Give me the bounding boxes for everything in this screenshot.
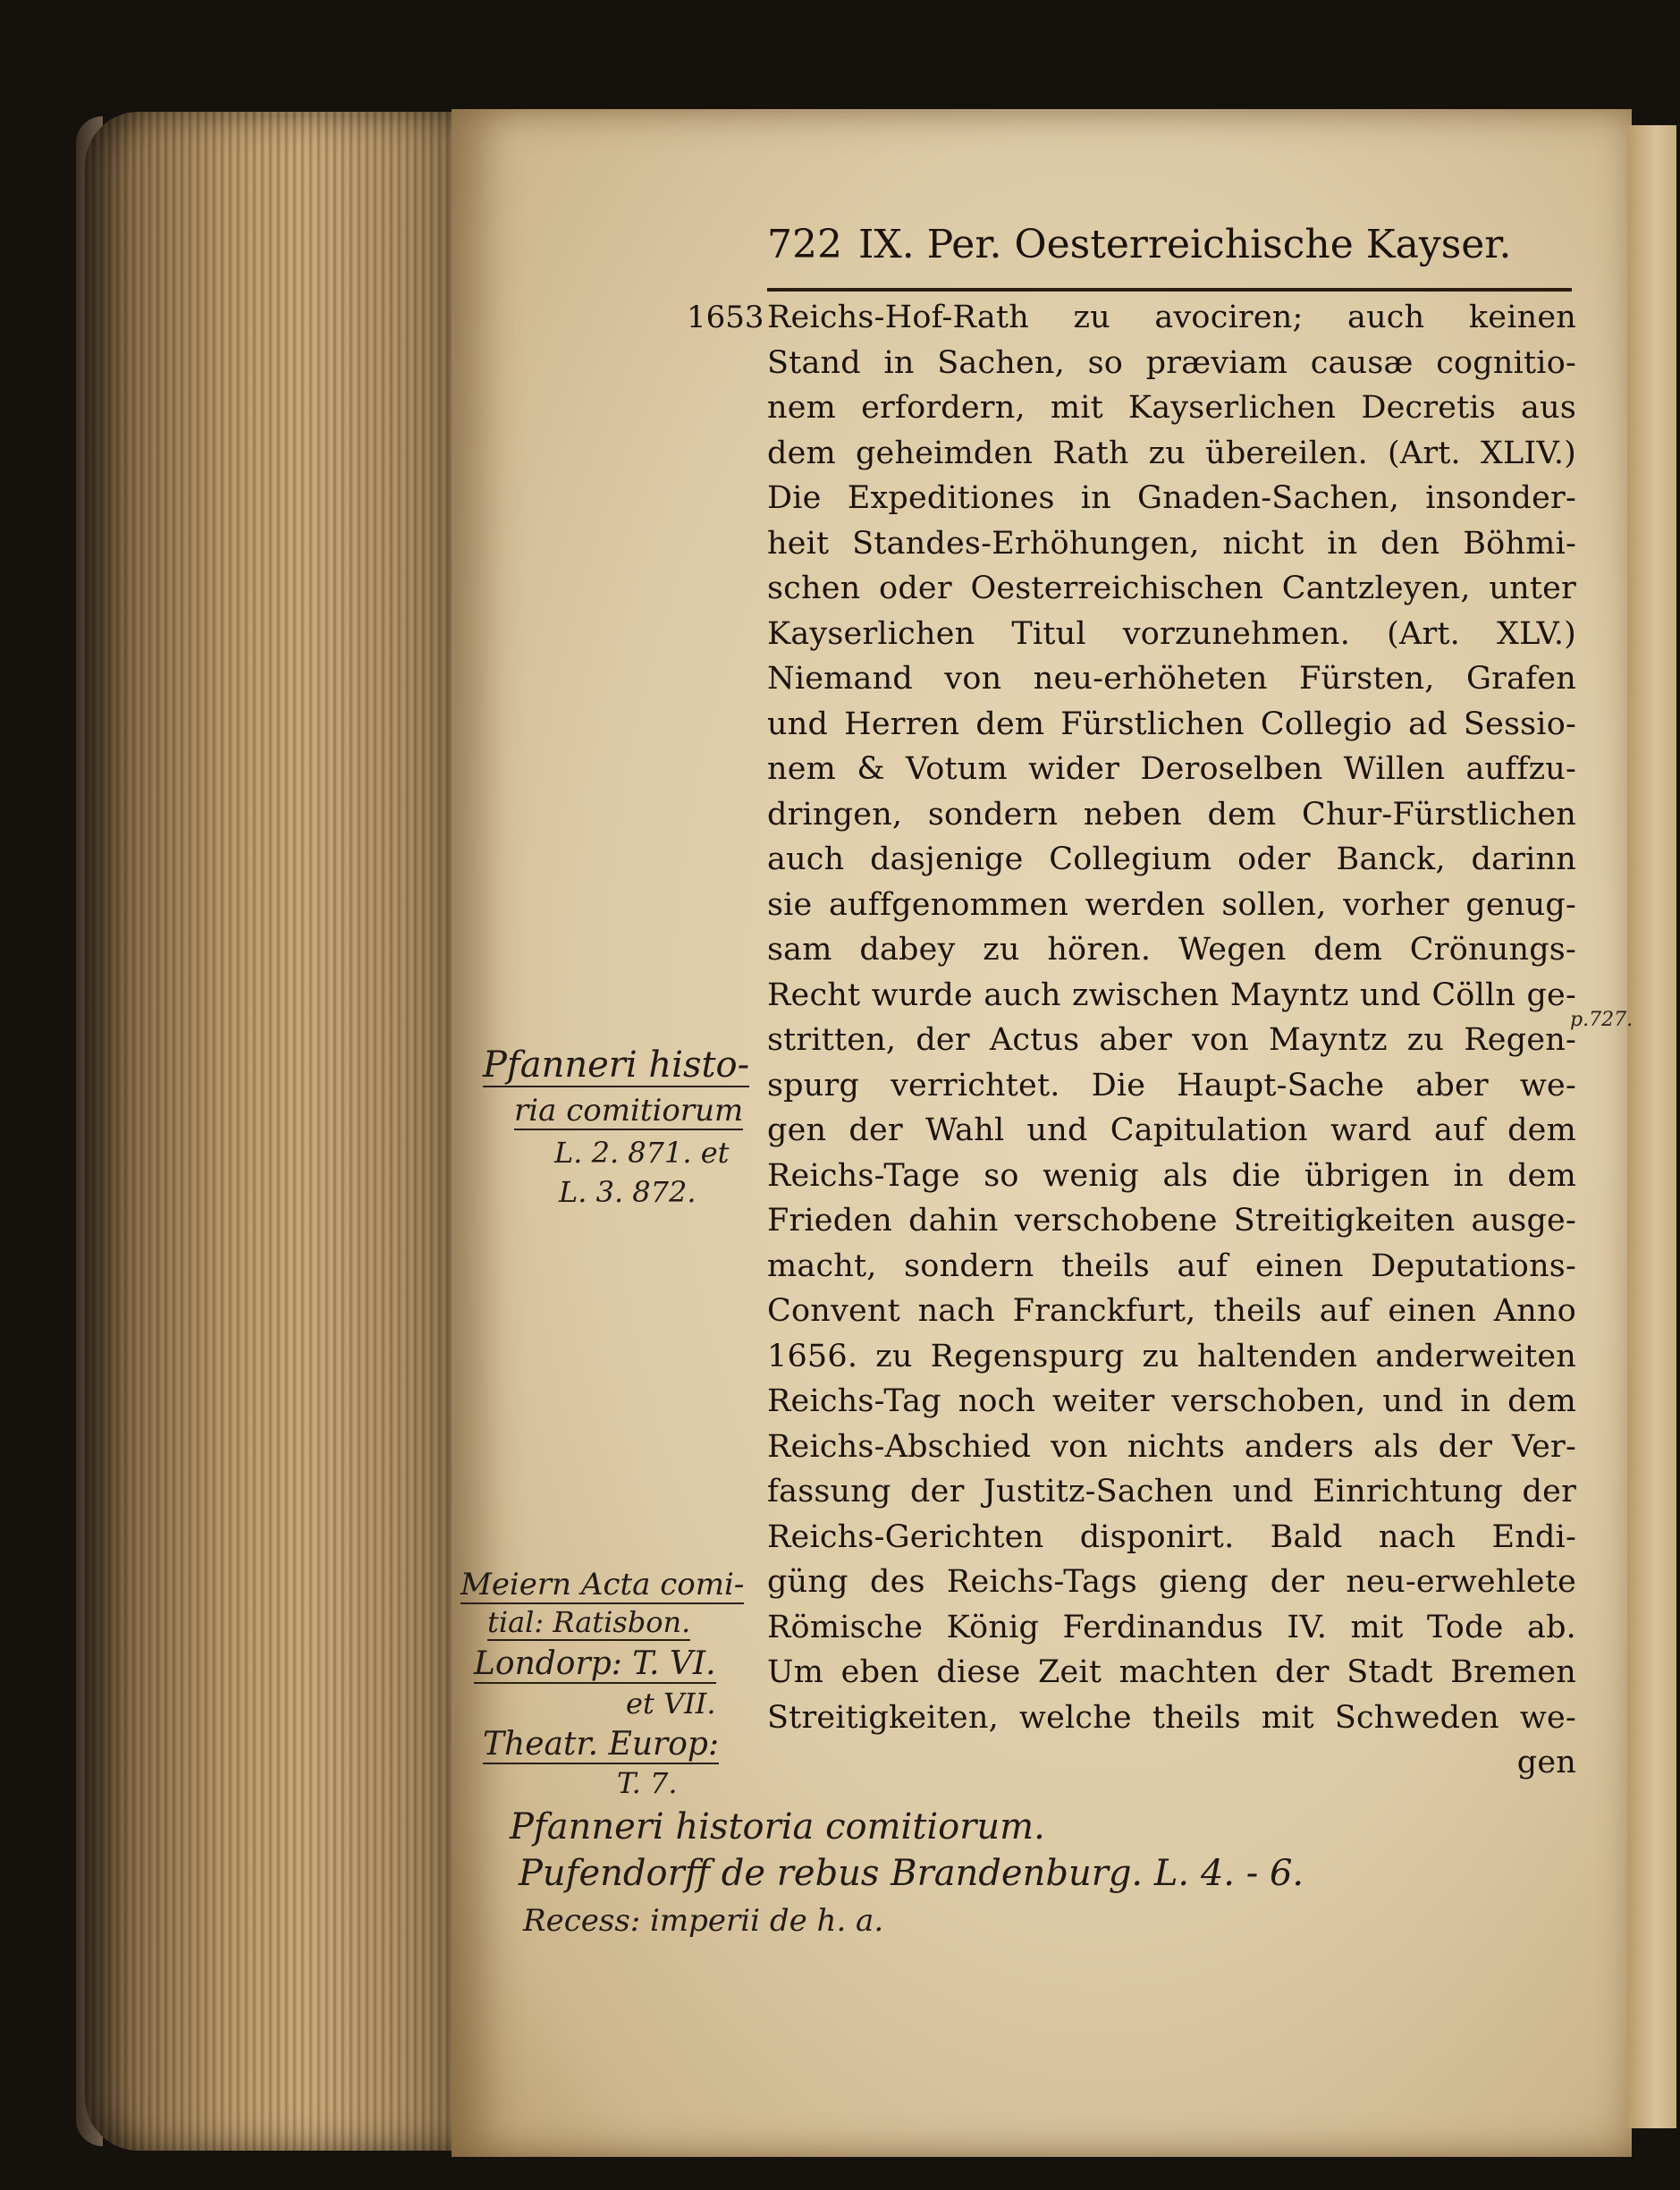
handwritten-note: Pfanneri histo-: [483, 1044, 750, 1086]
text-line: güng des Reichs-Tags gieng der neu-erwehlete: [767, 1564, 1576, 1600]
text-line: Um eben diese Zeit machten der Stadt Bremen: [767, 1654, 1576, 1690]
text-line: Reichs-Gerichten disponirt. Bald nach Endi-: [767, 1518, 1576, 1555]
text-line: nem erfordern, mit Kayserlichen Decretis aus: [767, 390, 1576, 426]
text-line: sam dabey zu hören. Wegen dem Crönungs-: [767, 932, 1576, 968]
running-head: [767, 222, 1572, 284]
right-margin-note: p.727.: [1570, 1009, 1634, 1031]
handwritten-note: et VII.: [626, 1687, 716, 1721]
page-stack-fore-edge: [85, 112, 460, 2151]
text-line: stritten, der Actus aber von Mayntz zu Regen-: [767, 1022, 1576, 1058]
running-head-title: IX. Per. Oesterreichische Kayser.: [857, 222, 1512, 267]
text-line: nem & Votum wider Deroselben Willen auffzu-: [767, 751, 1576, 787]
text-line: und Herren dem Fürstlichen Collegio ad Sessio-: [767, 706, 1576, 742]
handwritten-note: Pufendorff de rebus Brandenburg. L. 4. - 6.: [519, 1853, 1304, 1894]
handwritten-note: L. 3. 872.: [559, 1175, 696, 1209]
handwritten-note: Theatr. Europ:: [483, 1726, 720, 1763]
text-line: 1656. zu Regenspurg zu haltenden anderweiten: [767, 1338, 1576, 1374]
text-line: Reichs-Tage so wenig als die übrigen in dem: [767, 1157, 1576, 1194]
text-line: Frieden dahin verschobene Streitigkeiten ausge-: [767, 1203, 1576, 1239]
page-number: 722: [767, 222, 842, 267]
text-line: Die Expeditiones in Gnaden-Sachen, insonder-: [767, 480, 1576, 516]
year-marker: 1653: [687, 300, 764, 335]
handwritten-note: Pfanneri historia comitiorum.: [510, 1806, 1045, 1848]
text-line: gen: [1516, 1745, 1576, 1780]
facing-page-edge: [1627, 125, 1676, 2128]
text-line: heit Standes-Erhöhungen, nicht in den Böhmi-: [767, 525, 1576, 562]
text-line: schen oder Oesterreichischen Cantzleyen, unter: [767, 571, 1576, 606]
text-line: fassung der Justitz-Sachen und Einrichtung der: [767, 1474, 1576, 1509]
text-line: Convent nach Franckfurt, theils auf einen Anno: [767, 1293, 1576, 1329]
handwritten-note: Recess: imperii de h. a.: [523, 1903, 884, 1939]
text-line: Reichs-Hof-Rath zu avociren; auch keinen: [767, 300, 1576, 335]
text-line: dem geheimden Rath zu übereilen. (Art. XLIV.): [767, 435, 1576, 471]
text-line: Stand in Sachen, so præviam causæ cognitio-: [767, 344, 1576, 381]
text-line: macht, sondern theils auf einen Deputations-: [767, 1247, 1576, 1284]
handwritten-note: Meiern Acta comi-: [460, 1567, 745, 1602]
handwritten-note: tial: Ratisbon.: [487, 1605, 691, 1639]
text-line: Streitigkeiten, welche theils mit Schweden we-: [767, 1699, 1576, 1736]
handwritten-note: Londorp: T. VI.: [474, 1645, 716, 1682]
text-line: Reichs-Abschied von nichts anders als der Ver-: [767, 1428, 1576, 1465]
header-rule: [767, 288, 1572, 292]
text-line: dringen, sondern neben dem Chur-Fürstlichen: [767, 796, 1576, 833]
text-line: Reichs-Tag noch weiter verschoben, und in dem: [767, 1383, 1576, 1419]
handwritten-note: ria comitiorum: [514, 1093, 744, 1129]
main-text-block: [767, 295, 1576, 1786]
text-line: spurg verrichtet. Die Haupt-Sache aber we-: [767, 1067, 1576, 1103]
handwritten-note: L. 2. 871. et: [554, 1136, 730, 1170]
text-line: gen der Wahl und Capitulation ward auf dem: [767, 1112, 1576, 1148]
text-line: sie auffgenommen werden sollen, vorher genug-: [767, 886, 1576, 923]
text-line: Kayserlichen Titul vorzunehmen. (Art. XLV.): [767, 615, 1576, 652]
text-line: auch dasjenige Collegium oder Banck, darinn: [767, 841, 1576, 877]
text-line: Römische König Ferdinandus IV. mit Tode ab.: [767, 1609, 1576, 1645]
text-line: Recht wurde auch zwischen Mayntz und Cölln ge-: [767, 977, 1576, 1013]
text-line: Niemand von neu-erhöheten Fürsten, Grafen: [767, 661, 1576, 697]
handwritten-note: T. 7.: [617, 1766, 678, 1800]
